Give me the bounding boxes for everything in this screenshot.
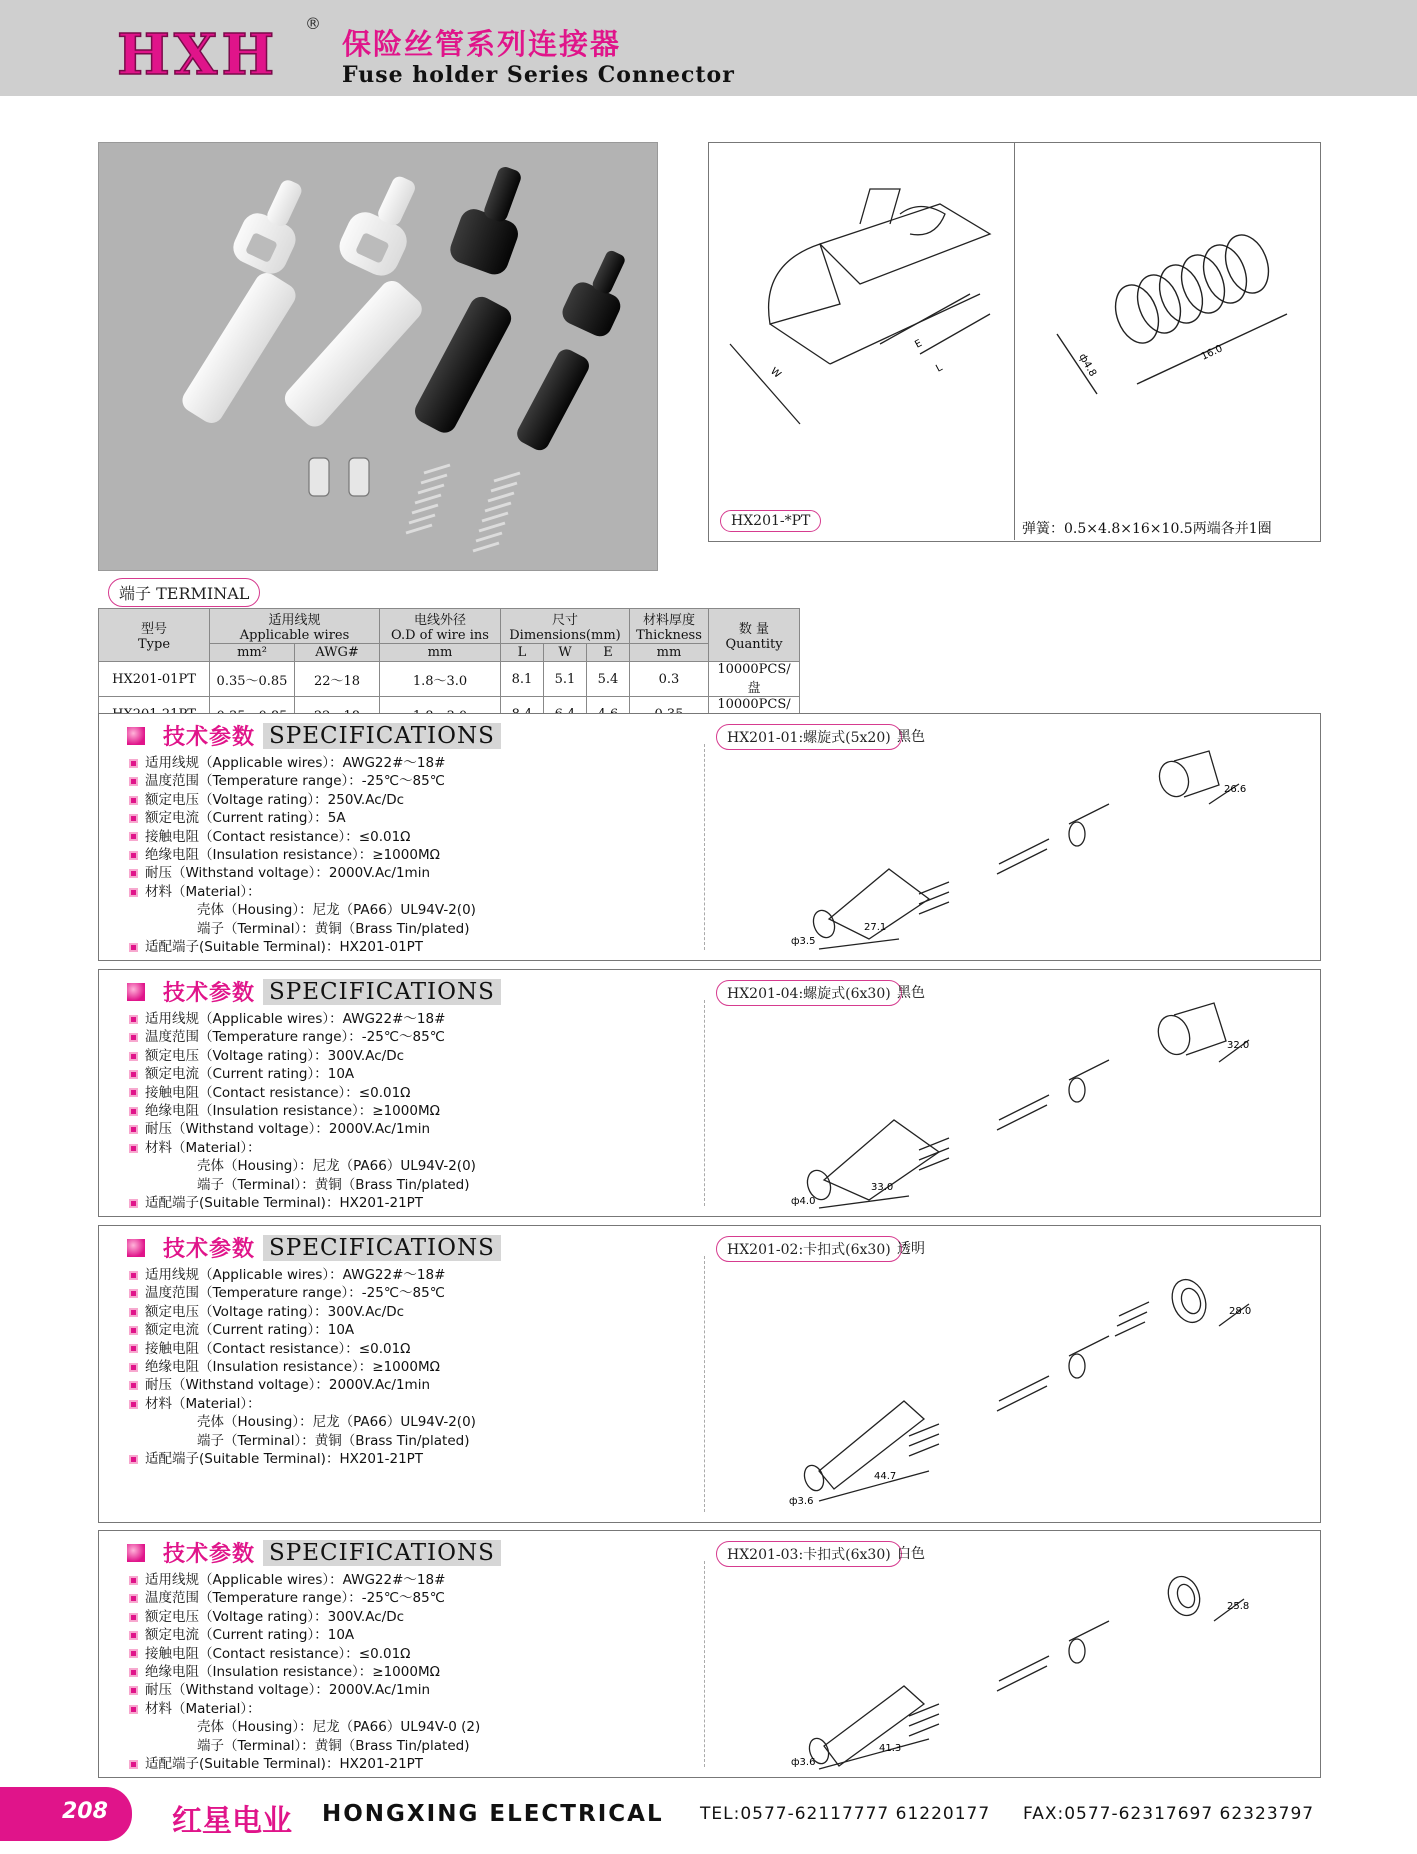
- spec-rows: 适用线规（Applicable wires）：AWG22#～18# 温度范围（Temperature range）：-25℃～85℃ 额定电压（Voltage rating）：300V.Ac/Dc 额定电流（Current rating）：10A 接触电阻（Contact resistance）：≤0.01Ω 绝缘电阻（Insulation resistance）：≥1000MΩ 耐压（Withstand voltage）：2000V.Ac/1min 材料（Material）： 壳体（Housing）：尼龙（PA66）UL94V-2(0) 端子（Terminal）：黄铜（Brass Tin/plated) 适配端子(Suitable Terminal)：HX201-21PT: [129, 1266, 476, 1468]
- dim-label: 33.0: [871, 1182, 894, 1193]
- spec-rows: 适用线规（Applicable wires）：AWG22#～18# 温度范围（Temperature range）：-25℃～85℃ 额定电压（Voltage rating）：250V.Ac/Dc 额定电流（Current rating）：5A 接触电阻（Contact resistance）：≤0.01Ω 绝缘电阻（Insulation resistance）：≥1000MΩ 耐压（Withstand voltage）：2000V.Ac/1min 材料（Material）： 壳体（Housing）：尼龙（PA66）UL94V-2(0) 端子（Terminal）：黄铜（Brass Tin/plated) 适配端子(Suitable Terminal)：HX201-01PT: [129, 754, 476, 956]
- spec-heading: 技术参数 SPECIFICATIONS: [127, 1537, 501, 1568]
- dim-label: 25.8: [1227, 1601, 1250, 1612]
- product-color: 白色: [897, 1546, 925, 1562]
- bullet-icon: [129, 1326, 138, 1335]
- dim-label: 26.6: [1224, 784, 1247, 795]
- title-cn: 保险丝管系列连接器: [342, 27, 622, 61]
- bullet-icon: [129, 851, 138, 860]
- table-row: HX201-01PT 0.35～0.85 22～18 1.8～3.0 8.1 5.1 5.4 0.3 10000PCS/盘: [99, 662, 800, 697]
- bullet-icon: [129, 1052, 138, 1061]
- section-divider: [704, 1256, 705, 1512]
- company-name-cn: 红星电业: [172, 1804, 292, 1839]
- page-number: 208: [62, 1799, 108, 1824]
- bullet-icon: [129, 1070, 138, 1079]
- bullet-icon: [129, 1760, 138, 1769]
- product-color: 黑色: [897, 985, 925, 1001]
- company-name-en: HONGXING ELECTRICAL: [322, 1801, 664, 1827]
- section-divider: [704, 1561, 705, 1767]
- bullet-icon: [129, 1631, 138, 1640]
- spec-rows: 适用线规（Applicable wires）：AWG22#～18# 温度范围（Temperature range）：-25℃～85℃ 额定电压（Voltage rating）：300V.Ac/Dc 额定电流（Current rating）：10A 接触电阻（Contact resistance）：≤0.01Ω 绝缘电阻（Insulation resistance）：≥1000MΩ 耐压（Withstand voltage）：2000V.Ac/1min 材料（Material）： 壳体（Housing）：尼龙（PA66）UL94V-0 (2) 端子（Terminal）：黄铜（Brass Tin/plated) 适配端子(Suitable Terminal)：HX201-21PT: [129, 1571, 480, 1773]
- dim-label: ф3.6: [789, 1496, 814, 1507]
- bullet-icon: [129, 1705, 138, 1714]
- spec-section-2: [98, 969, 1321, 1217]
- th-thick: 材料厚度 Thickness: [630, 609, 709, 644]
- bullet-icon: [129, 759, 138, 768]
- product-photo: [98, 142, 658, 571]
- th-thick-unit: mm: [630, 644, 709, 662]
- assembly-drawing: [779, 1246, 1299, 1516]
- bullet-icon: [129, 888, 138, 897]
- dim-label: ф3.6: [791, 1757, 816, 1768]
- spec-heading: 技术参数 SPECIFICATIONS: [127, 976, 501, 1007]
- th-od: 电线外径 O.D of wire ins: [380, 609, 501, 644]
- spec-section-1: [98, 713, 1321, 961]
- th-awg: AWG#: [295, 644, 380, 662]
- bullet-icon: [129, 832, 138, 841]
- bullet-icon: [129, 1271, 138, 1280]
- th-mm2: mm²: [210, 644, 295, 662]
- page-number-badge: [0, 1787, 132, 1841]
- bullet-icon: [129, 1594, 138, 1603]
- section-icon: [127, 983, 145, 1001]
- section-icon: [127, 1239, 145, 1257]
- drawing-divider: [1014, 142, 1015, 540]
- bullet-icon: [129, 777, 138, 786]
- assembly-drawing: [779, 734, 1299, 954]
- dim-label: ф3.5: [791, 936, 816, 947]
- bullet-icon: [129, 1107, 138, 1116]
- th-wires: 适用线规 Applicable wires: [210, 609, 380, 644]
- bullet-icon: [129, 1686, 138, 1695]
- bullet-icon: [129, 1576, 138, 1585]
- product-model: HX201-04:螺旋式(6x30): [716, 980, 902, 1006]
- dim-label: 32.0: [1227, 1040, 1250, 1051]
- th-od-unit: mm: [380, 644, 501, 662]
- spring-note: 弹簧：0.5×4.8×16×10.5两端各并1圈: [1022, 521, 1272, 537]
- product-color: 透明: [897, 1241, 925, 1257]
- assembly-drawing: [779, 1551, 1299, 1771]
- th-e: E: [587, 644, 630, 662]
- section-icon: [127, 727, 145, 745]
- bullet-icon: [129, 1033, 138, 1042]
- th-qty: 数 量 Quantity: [709, 609, 800, 662]
- dim-phi-label: ф4.8: [1076, 352, 1099, 379]
- bullet-icon: [129, 1199, 138, 1208]
- dim-len-label: 16.0: [1199, 343, 1225, 363]
- section-divider: [704, 744, 705, 950]
- terminal-drawing: [710, 144, 1012, 534]
- th-type: 型号 Type: [99, 609, 210, 662]
- product-model: HX201-01:螺旋式(5x20): [716, 724, 902, 750]
- spec-section-3: [98, 1225, 1321, 1523]
- bullet-icon: [129, 1668, 138, 1677]
- fax: FAX:0577-62317697 62323797: [1023, 1804, 1315, 1824]
- bullet-icon: [129, 1400, 138, 1409]
- bullet-icon: [129, 1144, 138, 1153]
- dim-w-label: W: [768, 365, 783, 381]
- title-en: Fuse holder Series Connector: [342, 62, 735, 88]
- product-model: HX201-03:卡扣式(6x30): [716, 1541, 902, 1567]
- bullet-icon: [129, 1363, 138, 1372]
- bullet-icon: [129, 1344, 138, 1353]
- terminal-model-label: HX201-*PT: [720, 510, 821, 532]
- dim-label: 27.1: [864, 922, 887, 933]
- th-w: W: [544, 644, 587, 662]
- bullet-icon: [129, 1455, 138, 1464]
- spec-heading: 技术参数 SPECIFICATIONS: [127, 1232, 501, 1263]
- bullet-icon: [129, 1613, 138, 1622]
- table-row: 10000PCS/: [99, 697, 800, 732]
- spec-heading: 技术参数 SPECIFICATIONS: [127, 720, 501, 751]
- dim-l-label: L: [934, 362, 945, 375]
- bullet-icon: [129, 1015, 138, 1024]
- bullet-icon: [129, 1125, 138, 1134]
- svg-text:HXH: HXH: [117, 22, 279, 84]
- bullet-icon: [129, 1289, 138, 1298]
- dim-label: ф4.0: [791, 1196, 816, 1207]
- section-divider: [704, 1000, 705, 1206]
- th-dim: 尺寸 Dimensions(mm): [501, 609, 630, 644]
- th-l: L: [501, 644, 544, 662]
- bullet-icon: [129, 1088, 138, 1097]
- dim-label: 28.0: [1229, 1306, 1252, 1317]
- spring-drawing: [1017, 144, 1317, 444]
- bullet-icon: [129, 1308, 138, 1317]
- bullet-icon: [129, 869, 138, 878]
- product-color: 黑色: [897, 729, 925, 745]
- dim-label: 44.7: [874, 1471, 897, 1482]
- spec-section-4: [98, 1530, 1321, 1778]
- product-photo-drawing: [99, 143, 657, 570]
- product-model: HX201-02:卡扣式(6x30): [716, 1236, 902, 1262]
- spec-rows: 适用线规（Applicable wires）：AWG22#～18# 温度范围（Temperature range）：-25℃～85℃ 额定电压（Voltage rating）：300V.Ac/Dc 额定电流（Current rating）：10A 接触电阻（Contact resistance）：≤0.01Ω 绝缘电阻（Insulation resistance）：≥1000MΩ 耐压（Withstand voltage）：2000V.Ac/1min 材料（Material）： 壳体（Housing）：尼龙（PA66）UL94V-2(0) 端子（Terminal）：黄铜（Brass Tin/plated) 适配端子(Suitable Terminal)：HX201-21PT: [129, 1010, 476, 1212]
- terminal-title: 端子 TERMINAL: [108, 578, 260, 607]
- telephone: TEL:0577-62117777 61220177: [700, 1804, 991, 1824]
- bullet-icon: [129, 1649, 138, 1658]
- dim-e-label: E: [913, 337, 924, 351]
- section-icon: [127, 1544, 145, 1562]
- bullet-icon: [129, 943, 138, 952]
- hxh-logo: [115, 22, 300, 84]
- bullet-icon: [129, 814, 138, 823]
- registered-mark: ®: [305, 14, 321, 33]
- bullet-icon: [129, 796, 138, 805]
- bullet-icon: [129, 1381, 138, 1390]
- dim-label: 41.3: [879, 1743, 902, 1754]
- assembly-drawing: [779, 990, 1299, 1210]
